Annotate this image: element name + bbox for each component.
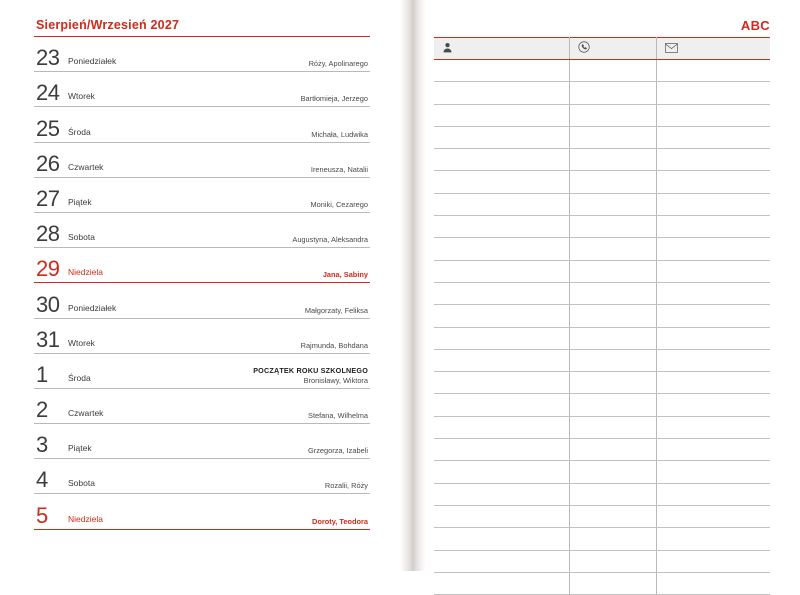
address-cell-name[interactable] bbox=[434, 483, 570, 505]
table-row[interactable] bbox=[434, 483, 770, 505]
address-cell-phone[interactable] bbox=[570, 483, 656, 505]
day-number: 25 bbox=[36, 115, 60, 141]
address-cell-mail[interactable] bbox=[656, 505, 770, 527]
address-cell-name[interactable] bbox=[434, 216, 570, 238]
day-annotations bbox=[310, 200, 368, 209]
table-row[interactable] bbox=[434, 60, 770, 82]
day-row[interactable] bbox=[34, 107, 370, 142]
day-nameday-list: Augustyna, Aleksandra bbox=[292, 235, 368, 245]
address-cell-mail[interactable] bbox=[656, 439, 770, 461]
day-nameday-list: Michała, Ludwika bbox=[311, 129, 368, 139]
day-row[interactable] bbox=[34, 248, 370, 283]
day-nameday-list: Małgorzaty, Feliksa bbox=[304, 305, 368, 315]
day-nameday-list: Bronisławy, Wiktora bbox=[303, 375, 368, 385]
day-row[interactable] bbox=[34, 213, 370, 248]
book-spine-gutter bbox=[400, 0, 426, 571]
address-cell-name[interactable] bbox=[434, 327, 570, 349]
address-cell-name[interactable] bbox=[434, 439, 570, 461]
table-row[interactable] bbox=[434, 171, 770, 193]
address-cell-name[interactable] bbox=[434, 104, 570, 126]
day-number: 29 bbox=[36, 256, 60, 282]
address-table-head bbox=[434, 38, 770, 60]
address-cell-name[interactable] bbox=[434, 550, 570, 572]
day-weekday-label: Środa bbox=[68, 126, 91, 137]
day-row[interactable] bbox=[34, 354, 370, 389]
address-cell-name[interactable] bbox=[434, 238, 570, 260]
address-cell-mail[interactable] bbox=[656, 461, 770, 483]
day-number: 26 bbox=[36, 150, 60, 176]
day-row[interactable] bbox=[34, 178, 370, 213]
day-weekday-label: Wtorek bbox=[68, 91, 95, 102]
address-cell-name[interactable] bbox=[434, 461, 570, 483]
address-cell-mail[interactable] bbox=[656, 60, 770, 82]
address-cell-mail[interactable] bbox=[656, 349, 770, 371]
address-cell-name[interactable] bbox=[434, 260, 570, 282]
address-cell-name[interactable] bbox=[434, 505, 570, 527]
address-cell-mail[interactable] bbox=[656, 394, 770, 416]
day-nameday-list: Bartłomieja, Jerzego bbox=[300, 94, 368, 104]
day-annotations bbox=[305, 306, 368, 315]
day-note: POCZĄTEK ROKU SZKOLNEGO bbox=[253, 365, 368, 375]
address-cell-mail[interactable] bbox=[656, 82, 770, 104]
day-weekday-label: Sobota bbox=[68, 478, 95, 489]
day-annotations bbox=[309, 59, 368, 68]
day-weekday-label: Niedziela bbox=[68, 513, 103, 524]
address-cell-name[interactable] bbox=[434, 528, 570, 550]
address-cell-mail[interactable] bbox=[656, 372, 770, 394]
day-annotations bbox=[308, 411, 368, 420]
address-cell-mail[interactable] bbox=[656, 238, 770, 260]
address-cell-mail[interactable] bbox=[656, 216, 770, 238]
column-header-name bbox=[434, 38, 570, 60]
table-row[interactable] bbox=[434, 104, 770, 126]
table-row[interactable] bbox=[434, 416, 770, 438]
address-cell-mail[interactable] bbox=[656, 550, 770, 572]
day-nameday-list: Stefana, Wilhelma bbox=[308, 411, 368, 421]
address-cell-phone[interactable] bbox=[570, 149, 656, 171]
table-header-row bbox=[434, 38, 770, 60]
day-number: 27 bbox=[36, 185, 60, 211]
address-cell-phone[interactable] bbox=[570, 104, 656, 126]
address-cell-phone[interactable] bbox=[570, 238, 656, 260]
table-row[interactable] bbox=[434, 505, 770, 527]
address-cell-name[interactable] bbox=[434, 416, 570, 438]
day-annotations bbox=[325, 481, 368, 490]
address-cell-name[interactable] bbox=[434, 82, 570, 104]
day-number: 23 bbox=[36, 45, 60, 71]
day-annotations bbox=[301, 94, 368, 103]
table-row[interactable] bbox=[434, 550, 770, 572]
address-cell-phone[interactable] bbox=[570, 572, 656, 594]
address-cell-name[interactable] bbox=[434, 149, 570, 171]
day-number: 2 bbox=[36, 397, 48, 423]
address-cell-phone[interactable] bbox=[570, 550, 656, 572]
day-weekday-label: Poniedziałek bbox=[68, 56, 117, 67]
day-nameday-list: Jana, Sabiny bbox=[322, 270, 368, 280]
address-cell-phone[interactable] bbox=[570, 372, 656, 394]
address-cell-name[interactable] bbox=[434, 60, 570, 82]
address-cell-phone[interactable] bbox=[570, 505, 656, 527]
address-cell-phone[interactable] bbox=[570, 439, 656, 461]
day-row[interactable] bbox=[34, 143, 370, 178]
address-cell-phone[interactable] bbox=[570, 82, 656, 104]
day-annotations bbox=[253, 366, 368, 385]
person-icon bbox=[442, 42, 453, 53]
table-row[interactable] bbox=[434, 528, 770, 550]
address-cell-phone[interactable] bbox=[570, 260, 656, 282]
day-annotations bbox=[308, 446, 368, 455]
day-row[interactable] bbox=[34, 459, 370, 494]
address-cell-phone[interactable] bbox=[570, 216, 656, 238]
address-cell-mail[interactable] bbox=[656, 483, 770, 505]
address-cell-mail[interactable] bbox=[656, 282, 770, 304]
address-cell-phone[interactable] bbox=[570, 126, 656, 148]
address-cell-phone[interactable] bbox=[570, 171, 656, 193]
address-cell-mail[interactable] bbox=[656, 327, 770, 349]
day-annotations bbox=[311, 165, 368, 174]
day-number: 31 bbox=[36, 326, 60, 352]
table-row[interactable] bbox=[434, 260, 770, 282]
day-weekday-label: Czwartek bbox=[68, 408, 104, 419]
address-cell-mail[interactable] bbox=[656, 528, 770, 550]
address-cell-mail[interactable] bbox=[656, 149, 770, 171]
day-number: 4 bbox=[36, 467, 48, 493]
day-weekday-label: Wtorek bbox=[68, 337, 95, 348]
address-cell-phone[interactable] bbox=[570, 349, 656, 371]
day-annotations bbox=[311, 130, 368, 139]
address-cell-phone[interactable] bbox=[570, 305, 656, 327]
day-row[interactable] bbox=[34, 389, 370, 424]
table-row[interactable] bbox=[434, 572, 770, 594]
day-weekday-label: Piątek bbox=[68, 196, 92, 207]
address-cell-mail[interactable] bbox=[656, 126, 770, 148]
day-nameday-list: Róży, Apolinarego bbox=[308, 59, 368, 69]
left-page-calendar bbox=[0, 0, 400, 571]
address-cell-name[interactable] bbox=[434, 193, 570, 215]
table-row[interactable] bbox=[434, 149, 770, 171]
day-nameday-list: Moniki, Cezarego bbox=[310, 199, 368, 209]
addressbook-title: ABC bbox=[740, 18, 770, 33]
address-table-body bbox=[434, 60, 770, 595]
day-number: 28 bbox=[36, 221, 60, 247]
column-header-phone bbox=[570, 38, 656, 60]
table-row[interactable] bbox=[434, 126, 770, 148]
address-cell-phone[interactable] bbox=[570, 60, 656, 82]
day-annotations bbox=[292, 235, 368, 244]
day-annotations bbox=[301, 341, 368, 350]
address-cell-mail[interactable] bbox=[656, 416, 770, 438]
table-row[interactable] bbox=[434, 238, 770, 260]
address-cell-mail[interactable] bbox=[656, 572, 770, 594]
address-cell-phone[interactable] bbox=[570, 282, 656, 304]
address-cell-mail[interactable] bbox=[656, 305, 770, 327]
day-nameday-list: Rozalii, Róży bbox=[324, 481, 368, 491]
day-annotations bbox=[323, 270, 368, 279]
table-row[interactable] bbox=[434, 349, 770, 371]
day-nameday-list: Doroty, Teodora bbox=[312, 516, 368, 526]
day-row[interactable] bbox=[34, 494, 370, 529]
phone-icon bbox=[578, 41, 590, 53]
day-row[interactable] bbox=[34, 283, 370, 318]
address-cell-phone[interactable] bbox=[570, 461, 656, 483]
table-row[interactable] bbox=[434, 305, 770, 327]
table-row[interactable] bbox=[434, 327, 770, 349]
address-cell-phone[interactable] bbox=[570, 193, 656, 215]
address-cell-name[interactable] bbox=[434, 171, 570, 193]
table-row[interactable] bbox=[434, 394, 770, 416]
address-cell-phone[interactable] bbox=[570, 394, 656, 416]
address-cell-name[interactable] bbox=[434, 349, 570, 371]
day-number: 5 bbox=[36, 502, 48, 528]
day-row[interactable] bbox=[34, 319, 370, 354]
table-row[interactable] bbox=[434, 193, 770, 215]
address-cell-name[interactable] bbox=[434, 305, 570, 327]
mail-icon bbox=[665, 43, 678, 53]
right-page-addressbook bbox=[426, 0, 800, 571]
table-row[interactable] bbox=[434, 439, 770, 461]
column-header-email bbox=[656, 38, 770, 60]
table-row[interactable] bbox=[434, 82, 770, 104]
day-number: 30 bbox=[36, 291, 60, 317]
day-number: 24 bbox=[36, 80, 60, 106]
table-row[interactable] bbox=[434, 461, 770, 483]
address-cell-phone[interactable] bbox=[570, 528, 656, 550]
day-row[interactable] bbox=[34, 72, 370, 107]
address-cell-name[interactable] bbox=[434, 572, 570, 594]
day-weekday-label: Piątek bbox=[68, 443, 92, 454]
day-row[interactable] bbox=[34, 424, 370, 459]
day-nameday-list: Grzegorza, Izabeli bbox=[308, 446, 368, 456]
table-row[interactable] bbox=[434, 216, 770, 238]
day-weekday-label: Środa bbox=[68, 372, 91, 383]
day-list bbox=[34, 36, 370, 530]
day-weekday-label: Czwartek bbox=[68, 161, 104, 172]
address-cell-name[interactable] bbox=[434, 126, 570, 148]
address-cell-phone[interactable] bbox=[570, 416, 656, 438]
address-cell-phone[interactable] bbox=[570, 327, 656, 349]
day-row[interactable] bbox=[34, 37, 370, 72]
day-weekday-label: Sobota bbox=[68, 232, 95, 243]
day-number: 1 bbox=[36, 361, 48, 387]
day-nameday-list: Ireneusza, Natalii bbox=[310, 164, 368, 174]
address-cell-mail[interactable] bbox=[656, 193, 770, 215]
day-number: 3 bbox=[36, 432, 48, 458]
day-weekday-label: Niedziela bbox=[68, 267, 103, 278]
address-cell-mail[interactable] bbox=[656, 260, 770, 282]
table-row[interactable] bbox=[434, 372, 770, 394]
table-row[interactable] bbox=[434, 282, 770, 304]
address-cell-mail[interactable] bbox=[656, 171, 770, 193]
day-annotations bbox=[312, 517, 368, 526]
address-cell-mail[interactable] bbox=[656, 104, 770, 126]
day-weekday-label: Poniedziałek bbox=[68, 302, 117, 313]
address-table bbox=[434, 37, 770, 595]
address-cell-name[interactable] bbox=[434, 372, 570, 394]
address-cell-name[interactable] bbox=[434, 394, 570, 416]
day-nameday-list: Rajmunda, Bohdana bbox=[300, 340, 368, 350]
address-cell-name[interactable] bbox=[434, 282, 570, 304]
page-title: Sierpień/Wrzesień 2027 bbox=[36, 18, 180, 32]
